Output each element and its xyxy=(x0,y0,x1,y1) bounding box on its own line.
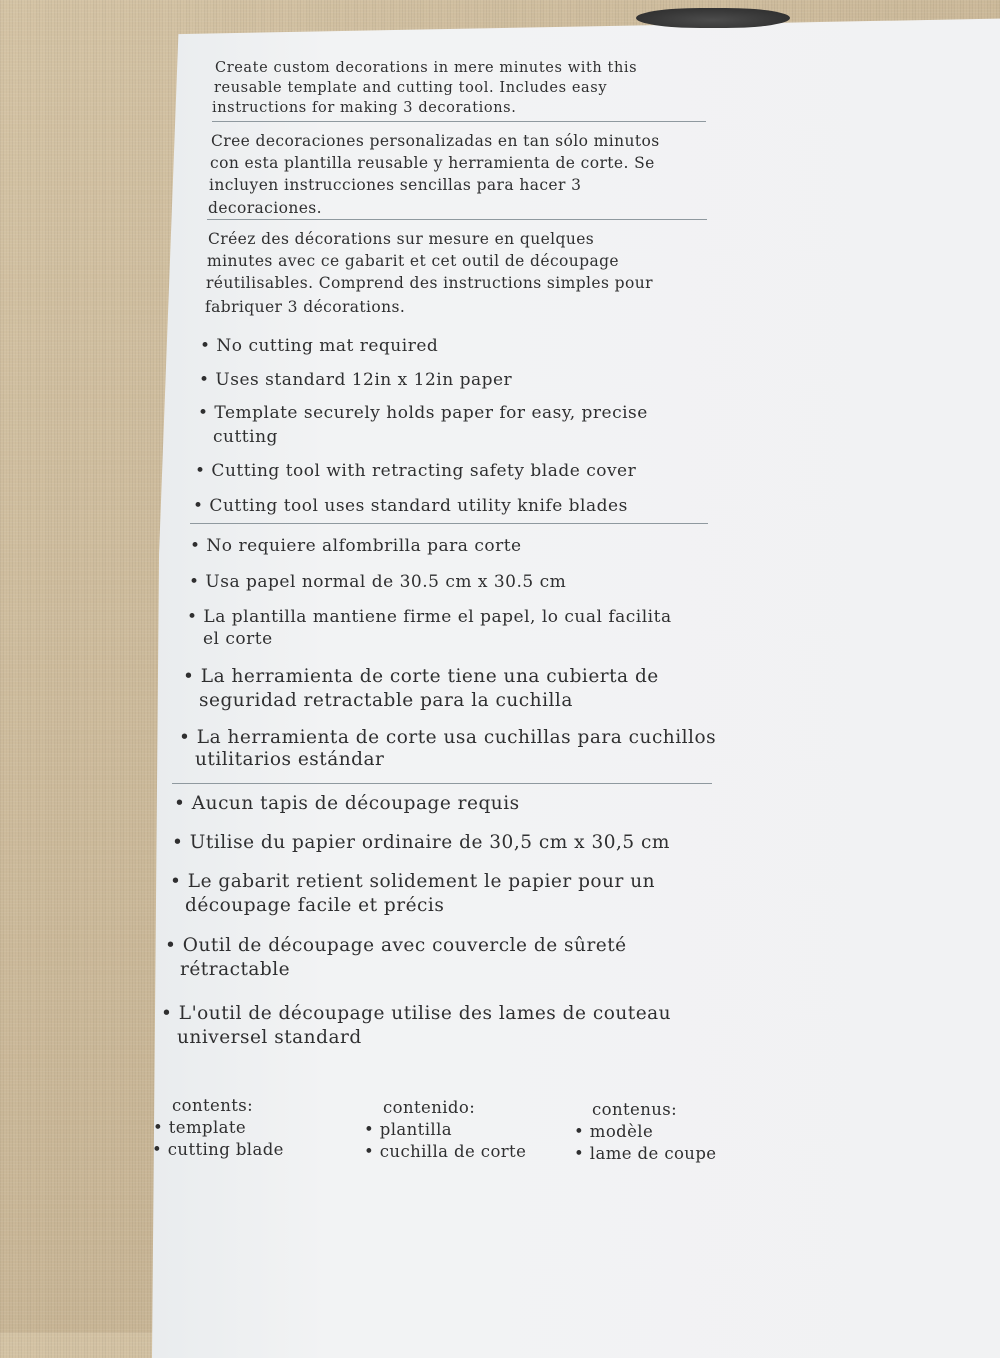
intro-en-line-2: reusable template and cutting tool. Includes easy xyxy=(214,80,608,96)
feature-en-3: • Template securely holds paper for easy, precise xyxy=(198,403,648,423)
feature-fr-5-cont: universel standard xyxy=(177,1027,362,1048)
intro-fr-line-4: fabriquer 3 décorations. xyxy=(205,298,406,316)
feature-fr-2: • Utilise du papier ordinaire de 30,5 cm x 30,5 cm xyxy=(172,832,670,853)
feature-en-5: • Cutting tool uses standard utility knife blades xyxy=(193,496,628,516)
intro-en-line-1: Create custom decorations in mere minutes with this xyxy=(215,60,638,76)
feature-fr-1: • Aucun tapis de découpage requis xyxy=(174,793,520,814)
feature-es-5: • La herramienta de corte usa cuchillas para cuchillos xyxy=(179,727,717,748)
feature-es-4-cont: seguridad retractable para la cuchilla xyxy=(199,690,573,711)
intro-es-line-3: incluyen instrucciones sencillas para hacer 3 xyxy=(209,176,582,194)
intro-es-line-2: con esta plantilla reusable y herramienta de corte. Se xyxy=(210,154,655,172)
feature-fr-5: • L'outil de découpage utilise des lames de couteau xyxy=(161,1003,672,1024)
contents-es-heading: contenido: xyxy=(383,1098,476,1117)
divider xyxy=(190,523,708,524)
divider xyxy=(212,121,706,122)
feature-fr-3: • Le gabarit retient solidement le papier pour un xyxy=(170,871,656,892)
intro-fr-line-2: minutes avec ce gabarit et cet outil de découpage xyxy=(207,252,620,270)
feature-es-3: • La plantilla mantiene firme el papel, lo cual facilita xyxy=(187,607,672,627)
intro-fr-line-1: Créez des décorations sur mesure en quelques xyxy=(208,230,595,248)
feature-fr-4-cont: rétractable xyxy=(180,959,291,980)
feature-es-3-cont: el corte xyxy=(203,629,273,649)
divider xyxy=(172,783,712,784)
intro-en-line-3: instructions for making 3 decorations. xyxy=(212,100,517,116)
intro-es-line-1: Cree decoraciones personalizadas en tan sólo minutos xyxy=(211,132,660,150)
contents-fr-item-1: • modèle xyxy=(574,1122,654,1141)
feature-en-3-cont: cutting xyxy=(213,427,278,447)
contents-es-item-2: • cuchilla de corte xyxy=(364,1142,527,1161)
feature-es-1: • No requiere alfombrilla para corte xyxy=(190,536,522,556)
feature-es-2: • Usa papel normal de 30.5 cm x 30.5 cm xyxy=(189,572,567,592)
intro-fr-line-3: réutilisables. Comprend des instructions simples pour xyxy=(206,274,653,292)
feature-fr-3-cont: découpage facile et précis xyxy=(185,895,445,916)
contents-fr-item-2: • lame de coupe xyxy=(574,1144,717,1163)
feature-es-5-cont: utilitarios estándar xyxy=(195,749,385,770)
hang-hole xyxy=(636,8,790,28)
contents-en-item-1: • template xyxy=(153,1118,247,1137)
feature-fr-4: • Outil de découpage avec couvercle de sûreté xyxy=(165,935,627,956)
contents-en-item-2: • cutting blade xyxy=(152,1140,284,1159)
feature-en-2: • Uses standard 12in x 12in paper xyxy=(199,370,513,390)
contents-en-heading: contents: xyxy=(172,1096,254,1115)
divider xyxy=(207,219,707,220)
intro-es-line-4: decoraciones. xyxy=(208,199,322,217)
contents-fr-heading: contenus: xyxy=(592,1100,678,1119)
feature-en-1: • No cutting mat required xyxy=(200,336,439,356)
contents-es-item-1: • plantilla xyxy=(364,1120,452,1139)
feature-en-4: • Cutting tool with retracting safety blade cover xyxy=(195,461,637,481)
feature-es-4: • La herramienta de corte tiene una cubierta de xyxy=(183,666,659,687)
